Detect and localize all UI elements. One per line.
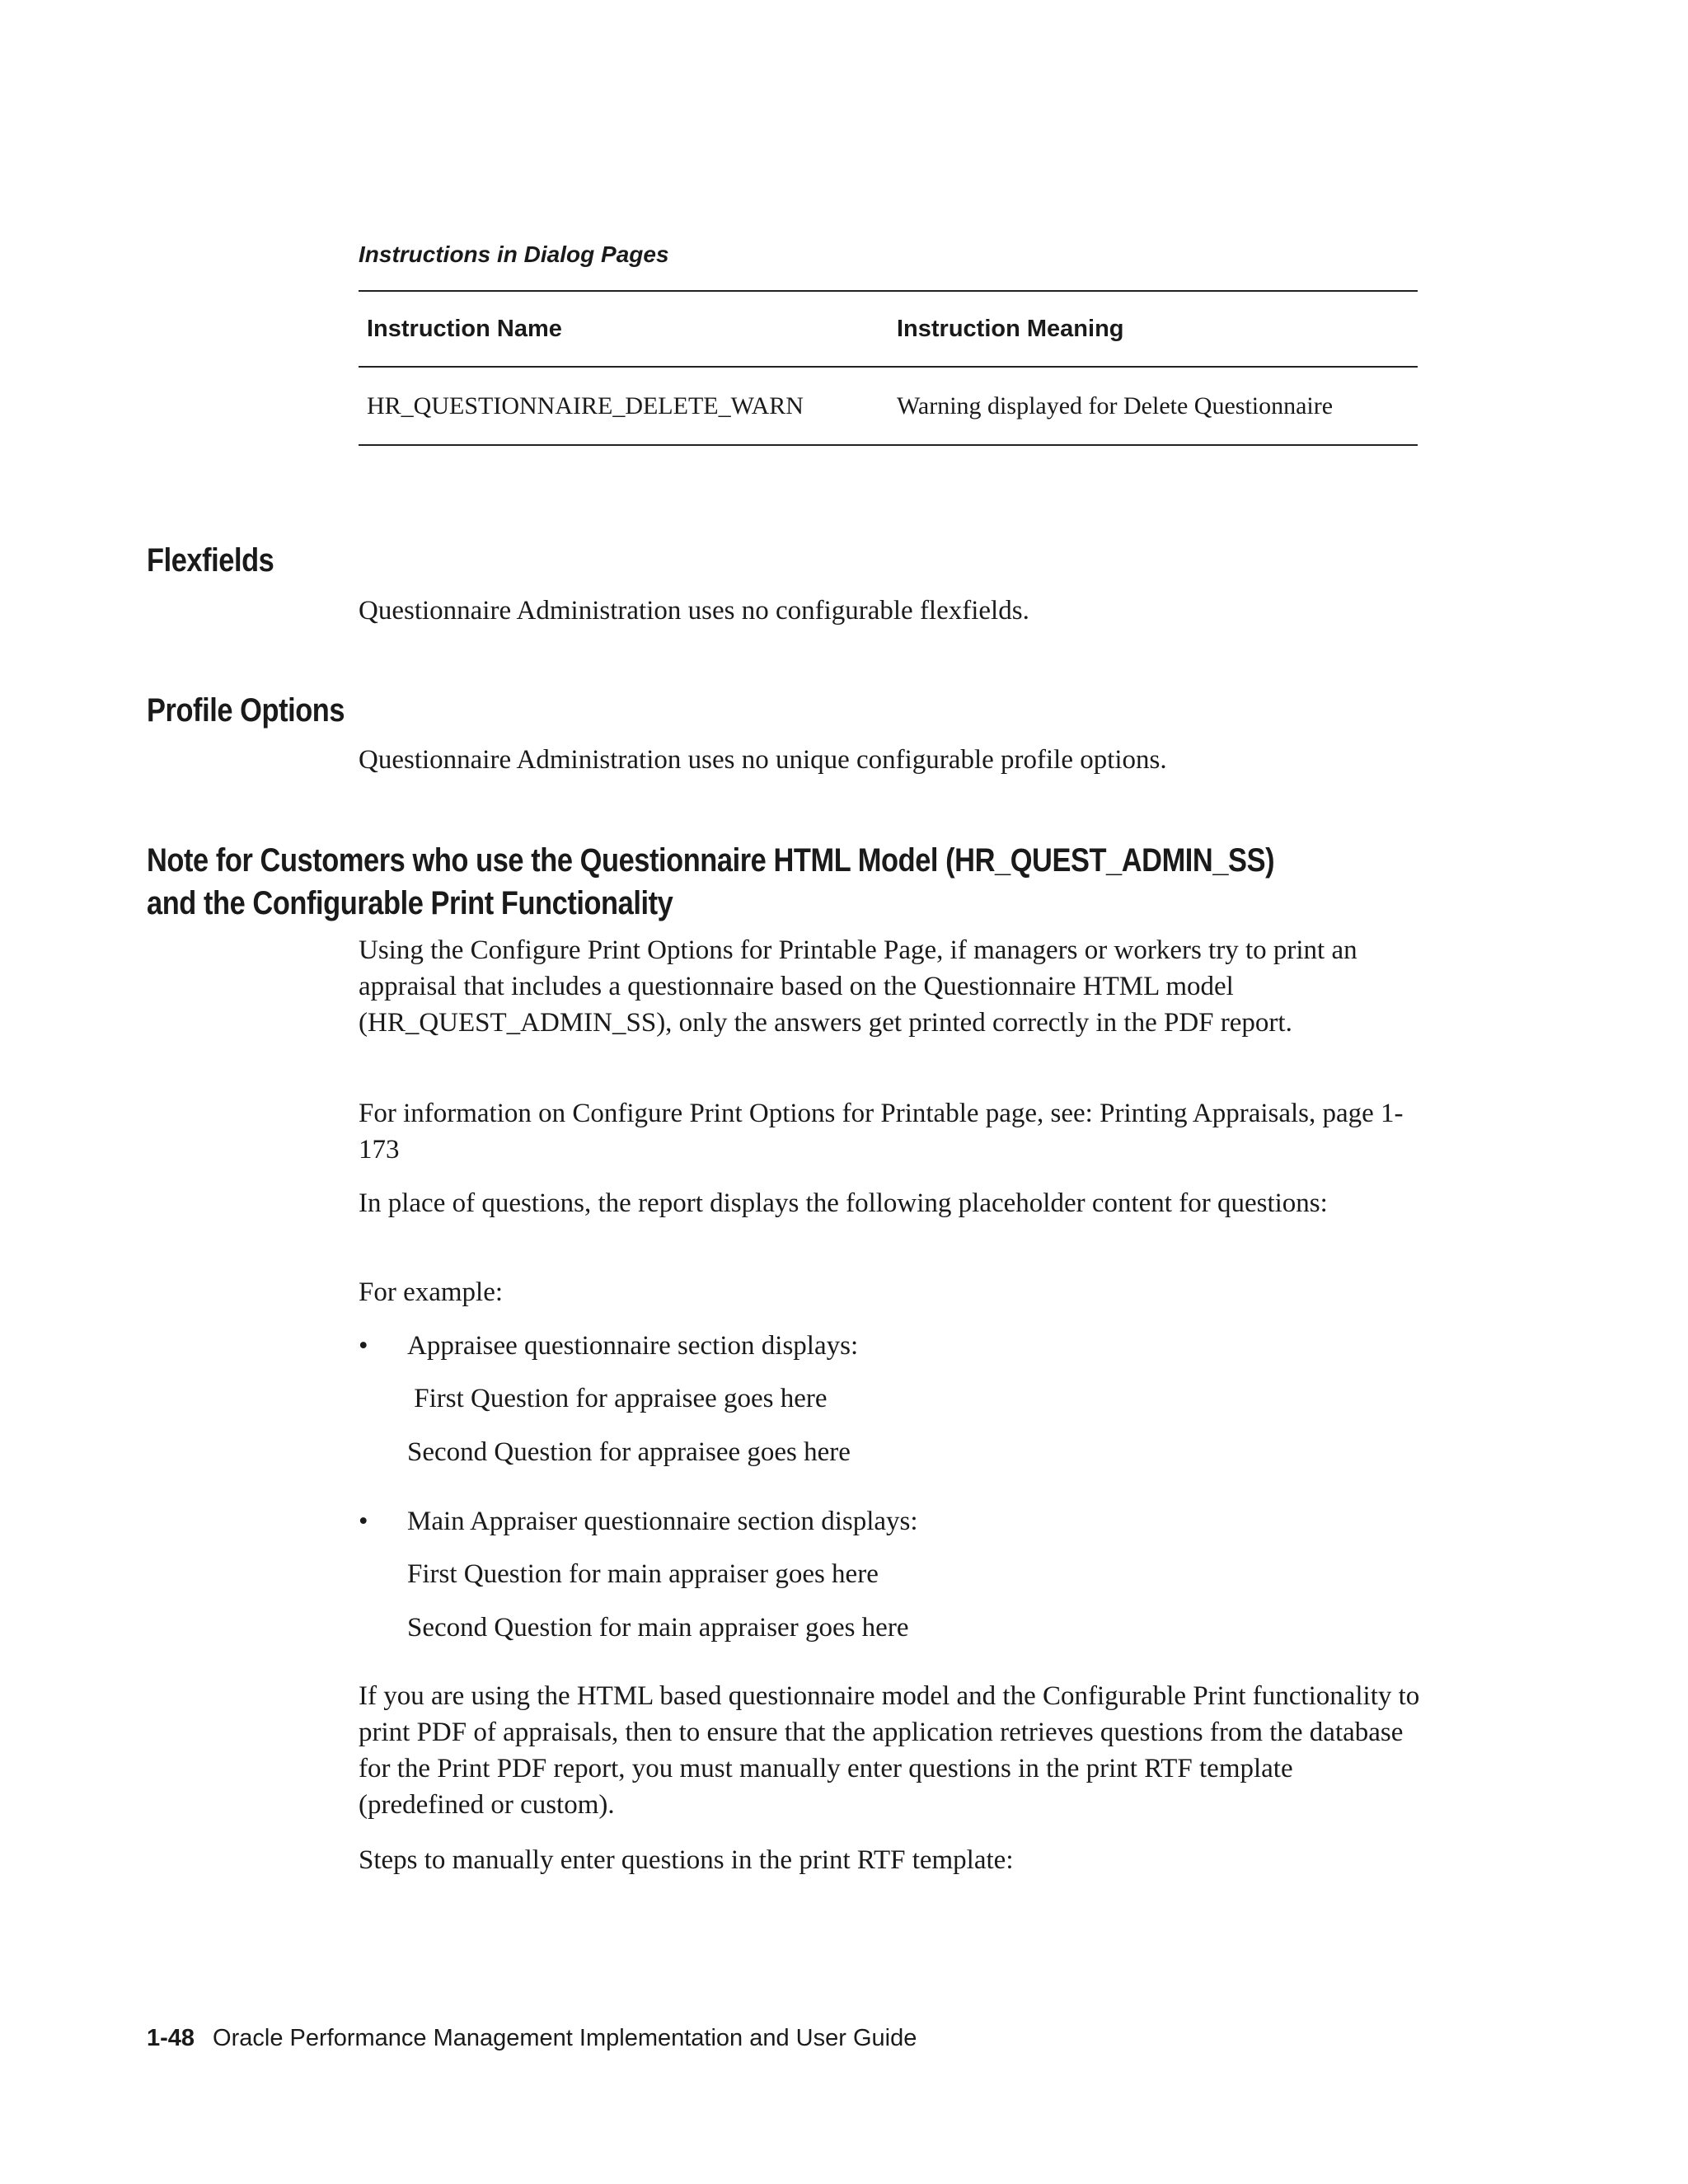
page-footer (147, 2025, 917, 2052)
note-paragraph-3: In place of questions, the report displays the following placeholder content for questions: (359, 1188, 1328, 1218)
table-header-row (359, 291, 1418, 367)
note-heading-line-1: Note for Customers who use the Questionnaire HTML Model (HR_QUEST_ADMIN_SS) (147, 842, 1275, 879)
flexfields-text: Questionnaire Administration uses no configurable flexfields. (359, 596, 1029, 626)
bullet-symbol: • (359, 1507, 368, 1536)
column-header-instruction-meaning: Instruction Meaning (889, 291, 1418, 367)
bullet-1-line-2: Second Question for appraisee goes here (407, 1437, 851, 1467)
note-paragraph-5: If you are using the HTML based questionnaire model and the Configurable Print functionality to print PDF of appraisals, then to ensure that the application retrieves questions from the database for the Print PDF report, you must manually enter questions in the print RTF template (predefined or custom). (359, 1681, 1420, 1820)
column-header-instruction-name: Instruction Name (359, 291, 889, 367)
flexfields-heading: Flexfields (147, 542, 274, 579)
bullet-1-line-1: First Question for appraisee goes here (407, 1384, 828, 1413)
note-heading-line-2: and the Configurable Print Functionality (147, 885, 673, 921)
instruction-name-cell: HR_QUESTIONNAIRE_DELETE_WARN (359, 367, 889, 445)
bullet-symbol: • (359, 1331, 368, 1361)
profile-options-heading: Profile Options (147, 692, 345, 729)
note-paragraph-1: Using the Configure Print Options for Printable Page, if managers or workers try to print an appraisal that includes a questionnaire based on the Questionnaire HTML model (HR_QUEST_ADMIN_SS), only the answers get printed correctly in the PDF report. (359, 935, 1357, 1038)
profile-options-text: Questionnaire Administration uses no unique configurable profile options. (359, 745, 1167, 775)
instructions-table (359, 290, 1418, 446)
instruction-meaning-cell: Warning displayed for Delete Questionnaire (889, 367, 1418, 445)
bullet-2-line-2: Second Question for main appraiser goes here (407, 1613, 909, 1643)
page-number: 1-48 (147, 2025, 195, 2051)
bullet-1-label: Appraisee questionnaire section displays: (407, 1331, 859, 1361)
bullet-2-label: Main Appraiser questionnaire section displays: (407, 1507, 918, 1536)
book-title: Oracle Performance Management Implementation and User Guide (213, 2025, 917, 2051)
note-paragraph-2: For information on Configure Print Options for Printable page, see: Printing Appraisals, page 1-173 (359, 1099, 1404, 1165)
table-caption: Instructions in Dialog Pages (359, 241, 669, 267)
bullet-2-line-1: First Question for main appraiser goes here (407, 1559, 879, 1589)
note-paragraph-4: For example: (359, 1277, 504, 1307)
table-row (359, 367, 1418, 445)
note-paragraph-6: Steps to manually enter questions in the print RTF template: (359, 1845, 1014, 1875)
